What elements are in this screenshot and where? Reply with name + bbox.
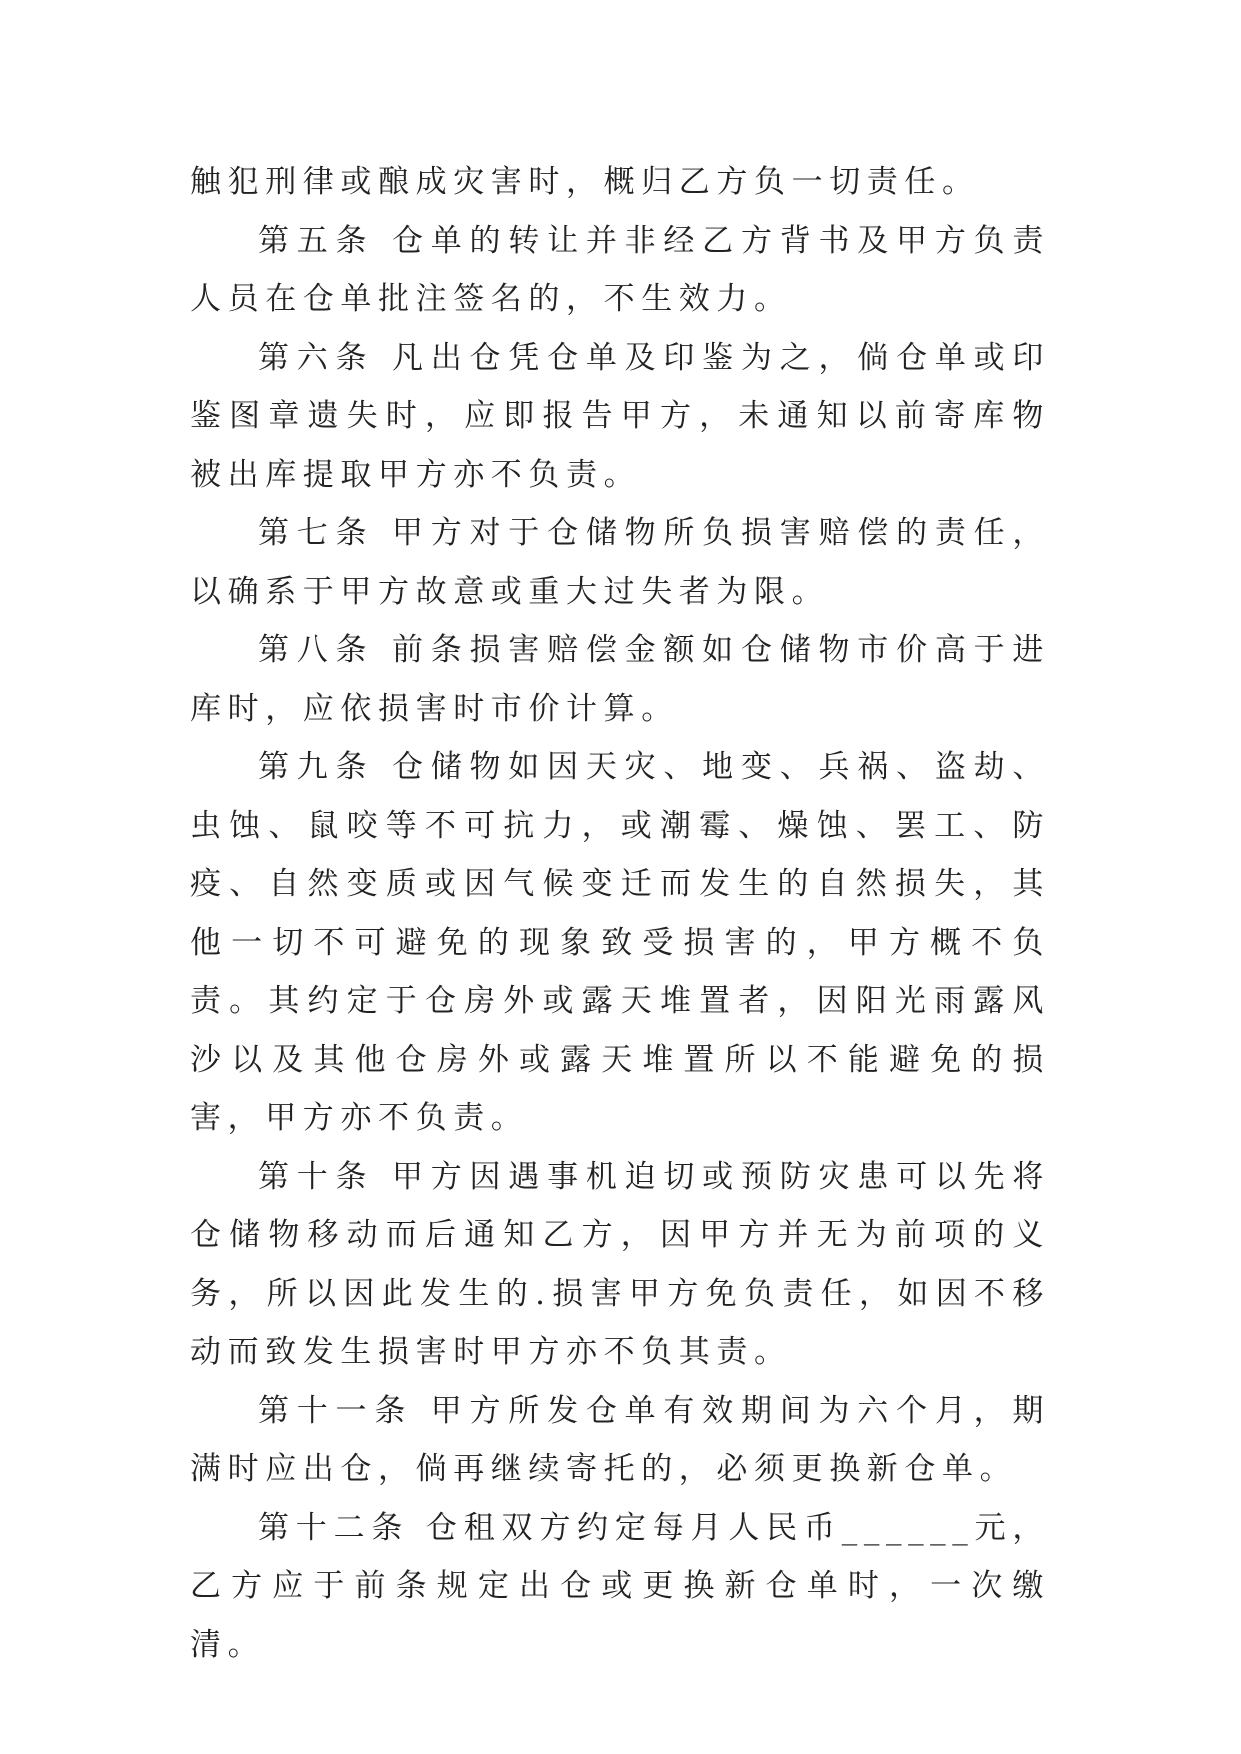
paragraph-article-9: 第九条 仓储物如因天灾、地变、兵祸、盗劫、虫蚀、鼠咬等不可抗力，或潮霉、燥蚀、罢工、防疫、自然变质或因气候变迁而发生的自然损失，其他一切不可避免的现象致受损害的，甲方概不负责。其约定于仓房外或露天堆置者，因阳光雨露风沙以及其他仓房外或露天堆置所以不能避免的损害，甲方亦不负责。 xyxy=(190,749,1050,1136)
paragraph-article-6: 第六条 凡出仓凭仓单及印鉴为之，倘仓单或印鉴图章遗失时，应即报告甲方，未通知以前寄库物被出库提取甲方亦不负责。 xyxy=(190,339,1050,493)
paragraph-article-7: 第七条 甲方对于仓储物所负损害赔偿的责任，以确系于甲方故意或重大过失者为限。 xyxy=(190,515,1050,610)
document-body xyxy=(190,153,1050,1674)
paragraph-continuation: 触犯刑律或酿成灾害时，概归乙方负一切责任。 xyxy=(190,164,980,200)
paragraph-article-10: 第十条 甲方因遇事机迫切或预防灾患可以先将仓储物移动而后通知乙方，因甲方并无为前项的义务，所以因此发生的.损害甲方免负责任，如因不移动而致发生损害时甲方亦不负其责。 xyxy=(190,1158,1050,1370)
paragraph-article-8: 第八条 前条损害赔偿金额如仓储物市价高于进库时，应依损害时市价计算。 xyxy=(190,632,1050,727)
paragraph-article-11: 第十一条 甲方所发仓单有效期间为六个月，期满时应出仓，倘再继续寄托的，必须更换新仓单。 xyxy=(190,1392,1050,1487)
paragraph-article-12: 第十二条 仓租双方约定每月人民币______元，乙方应于前条规定出仓或更换新仓单时，一次缴清。 xyxy=(190,1509,1050,1663)
paragraph-article-5: 第五条 仓单的转让并非经乙方背书及甲方负责人员在仓单批注签名的，不生效力。 xyxy=(190,222,1050,317)
